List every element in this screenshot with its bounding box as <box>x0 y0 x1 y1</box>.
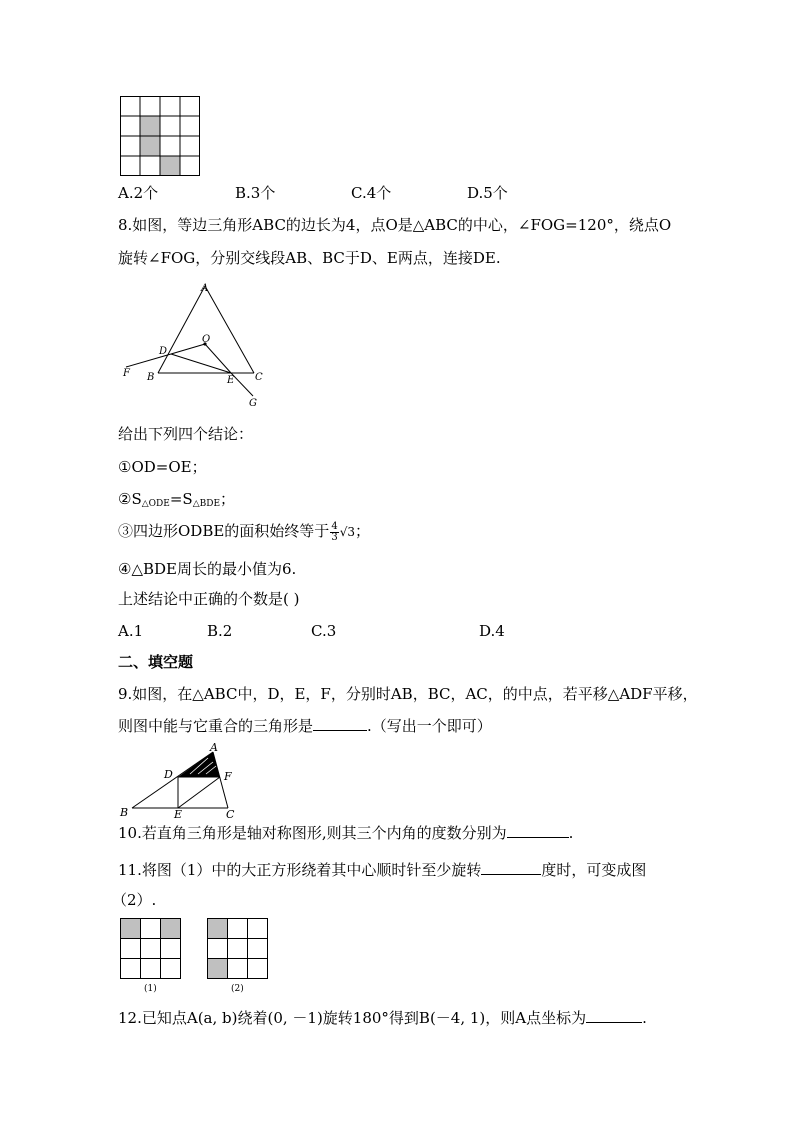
q8-question-line1: 8.如图，等边三角形ABC的边长为4，点O是△ABC的中心，∠FOG=120°，绕点O <box>118 216 672 234</box>
q9-label-b: B <box>120 806 129 819</box>
q11-question-line1: 11.将图（1）中的大正方形绕着其中心顺时针至少旋转 度时，可变成图 <box>118 861 647 879</box>
q9-triangle-figure <box>118 742 248 820</box>
q8-label-c: C <box>255 372 263 383</box>
q12-question: 12.已知点A(a, b)绕着(0, －1)旋转180°得到B(－4, 1)，则A点坐标为 . <box>118 1009 647 1027</box>
q9-label-f: F <box>224 770 232 783</box>
q7-option-a: A.2个 <box>118 184 159 202</box>
q8-conclusion-1: ①OD=OE； <box>118 458 207 476</box>
q8-label-f: F <box>123 368 130 379</box>
q10-question: 10.若直角三角形是轴对称图形,则其三个内角的度数分别为 . <box>118 824 574 842</box>
q8-option-a: A.1 <box>118 622 144 640</box>
q8-triangle-figure <box>118 278 278 410</box>
q11-figure-2 <box>207 918 269 980</box>
q8-conclusion-4: ④△BDE周长的最小值为6. <box>118 560 297 578</box>
q8-option-d: D.4 <box>479 622 505 640</box>
q11-figure-1 <box>120 918 182 980</box>
shaded-cell <box>160 156 180 176</box>
fraction: $\frac{4}{3}$ <box>331 520 338 543</box>
q8-ask: 上述结论中正确的个数是( ) <box>118 590 300 608</box>
q8-question-line2: 旋转∠FOG，分别交线段AB、BC于D、E两点，连接DE. <box>118 249 501 267</box>
q8-label-d: D <box>159 346 168 357</box>
shaded-cell <box>207 918 227 938</box>
q9-label-a: A <box>210 742 218 754</box>
answer-blank <box>313 716 367 731</box>
q9-label-e: E <box>174 808 183 820</box>
shaded-cell <box>207 959 227 979</box>
q8-conclusion-2: $②S_{\triangle ODE}=S_{\triangle BDE}$； <box>118 490 236 509</box>
q7-option-b: B.3个 <box>235 184 276 202</box>
q8-option-b: B.2 <box>207 622 233 640</box>
shaded-cell <box>140 116 160 136</box>
q11-caption-2: (2) <box>231 984 244 994</box>
q8-label-b: B <box>147 372 155 383</box>
q8-label-a: A <box>201 283 209 294</box>
q7-grid-figure <box>120 96 200 176</box>
q11-question-line2: （2）. <box>112 891 157 909</box>
q8-label-e: E <box>227 375 235 386</box>
answer-blank <box>481 860 541 875</box>
shaded-cell <box>140 136 160 156</box>
q8-option-c: C.3 <box>311 622 337 640</box>
shaded-cell <box>161 918 181 938</box>
q9-question-line2: 则图中能与它重合的三角形是 .（写出一个即可） <box>118 717 492 735</box>
q11-caption-1: (1) <box>144 984 157 994</box>
answer-blank <box>507 823 569 838</box>
section-heading: 二、填空题 <box>118 653 194 671</box>
q9-label-d: D <box>164 768 173 781</box>
shaded-cell <box>120 918 140 938</box>
q9-label-c: C <box>226 808 235 820</box>
q7-option-c: C.4个 <box>351 184 392 202</box>
q8-intro: 给出下列四个结论： <box>118 425 254 443</box>
q7-option-d: D.5个 <box>467 184 508 202</box>
answer-blank <box>586 1008 642 1023</box>
q8-label-g: G <box>249 398 257 409</box>
q8-label-o: O <box>202 334 211 345</box>
q8-conclusion-3: ③四边形ODBE的面积始终等于 $\frac{4}{3}$ √3； <box>118 520 370 543</box>
q9-question-line1: 9.如图，在△ABC中，D，E，F，分别时AB，BC，AC，的中点，若平移△ADF平移， <box>118 685 698 703</box>
